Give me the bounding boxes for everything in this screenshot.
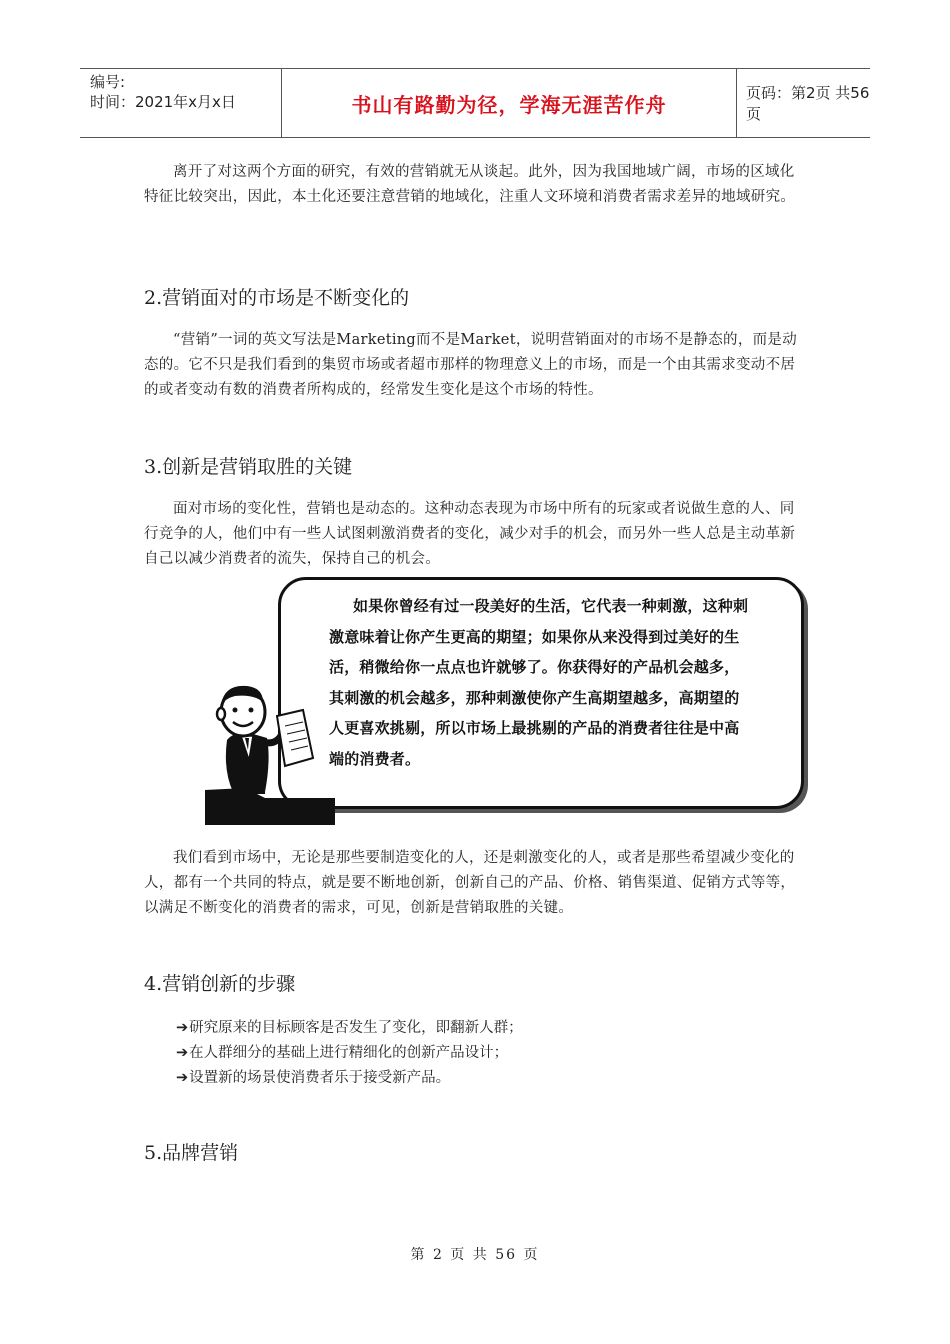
document-header [80,68,870,138]
section-heading-3: 3.创新是营销取胜的关键 [144,456,353,478]
steps-list [176,1016,523,1091]
motto-text: 书山有路勤为径，学海无涯苦作舟 [351,92,667,117]
section-heading-5: 5.品牌营销 [144,1142,239,1164]
header-motto-cell [281,69,737,137]
header-page-cell [736,69,880,137]
list-item-text: 研究原来的目标顾客是否发生了变化，即翻新人群； [189,1020,523,1036]
list-item-text: 设置新的场景使消费者乐于接受新产品。 [189,1070,451,1086]
page-footer: 第 2 页 共 56 页 [410,1247,540,1263]
list-item [176,1041,523,1066]
arrow-right-icon: ➔ [176,1045,189,1061]
arrow-right-icon: ➔ [176,1070,189,1086]
header-meta-cell [80,69,280,137]
paragraph-section-3: 面对市场的变化性，营销也是动态的。这种动态表现为市场中所有的玩家或者说做生意的人、同行竞争的人，他们中有一些人试图刺激消费者的变化，减少对手的机会，而另外一些人总是主动革新自己以减少消费者的流失，保持自己的机会。 [144,501,796,567]
page-info: 页码：第2页 共56页 [746,84,870,123]
serial-label: 编号: [90,73,126,91]
section-heading-4: 4.营销创新的步骤 [144,973,296,995]
speech-bubble-text: 如果你曾经有过一段美好的生活，它代表一种刺激，这种刺激意味着让你产生更高的期望；如果你从来没得到过美好的生活，稍微给你一点点也许就够了。你获得好的产品机会越多，其刺激的机会越多，那种刺激使你产生高期望越多，高期望的人更喜欢挑剔，所以市场上最挑剔的产品的消费者往往是中高端的消费者。 [329,597,749,768]
paragraph-intro: 离开了对这两个方面的研究，有效的营销就无从谈起。此外，因为我国地域广阔，市场的区域化特征比较突出，因此，本土化还要注意营销的地域化，注重人文环境和消费者需求差异的地域研究。 [144,164,796,205]
paragraph-section-2: “营销”一词的英文写法是Marketing而不是Market，说明营销面对的市场不是静态的，而是动态的。它不只是我们看到的集贸市场或者超市那样的物理意义上的市场，而是一个由其需求变动不居的或者变动有数的消费者所构成的，经常发生变化是这个市场的特性。 [144,332,798,398]
list-item [176,1016,523,1041]
list-item-text: 在人群细分的基础上进行精细化的创新产品设计； [189,1045,509,1061]
section-heading-2: 2.营销面对的市场是不断变化的 [144,287,410,309]
paragraph-section-3-conclusion: 我们看到市场中，无论是那些要制造变化的人，还是刺激变化的人，或者是那些希望减少变化的人，都有一个共同的特点，就是要不断地创新，创新自己的产品、价格、销售渠道、促销方式等等，以满足不断变化的消费者的需求，可见，创新是营销取胜的关键。 [144,850,796,916]
list-item [176,1066,523,1091]
date-line: 时间：2021年x月x日 [90,93,236,111]
cartoon-man-icon [205,680,335,825]
arrow-right-icon: ➔ [176,1020,189,1036]
